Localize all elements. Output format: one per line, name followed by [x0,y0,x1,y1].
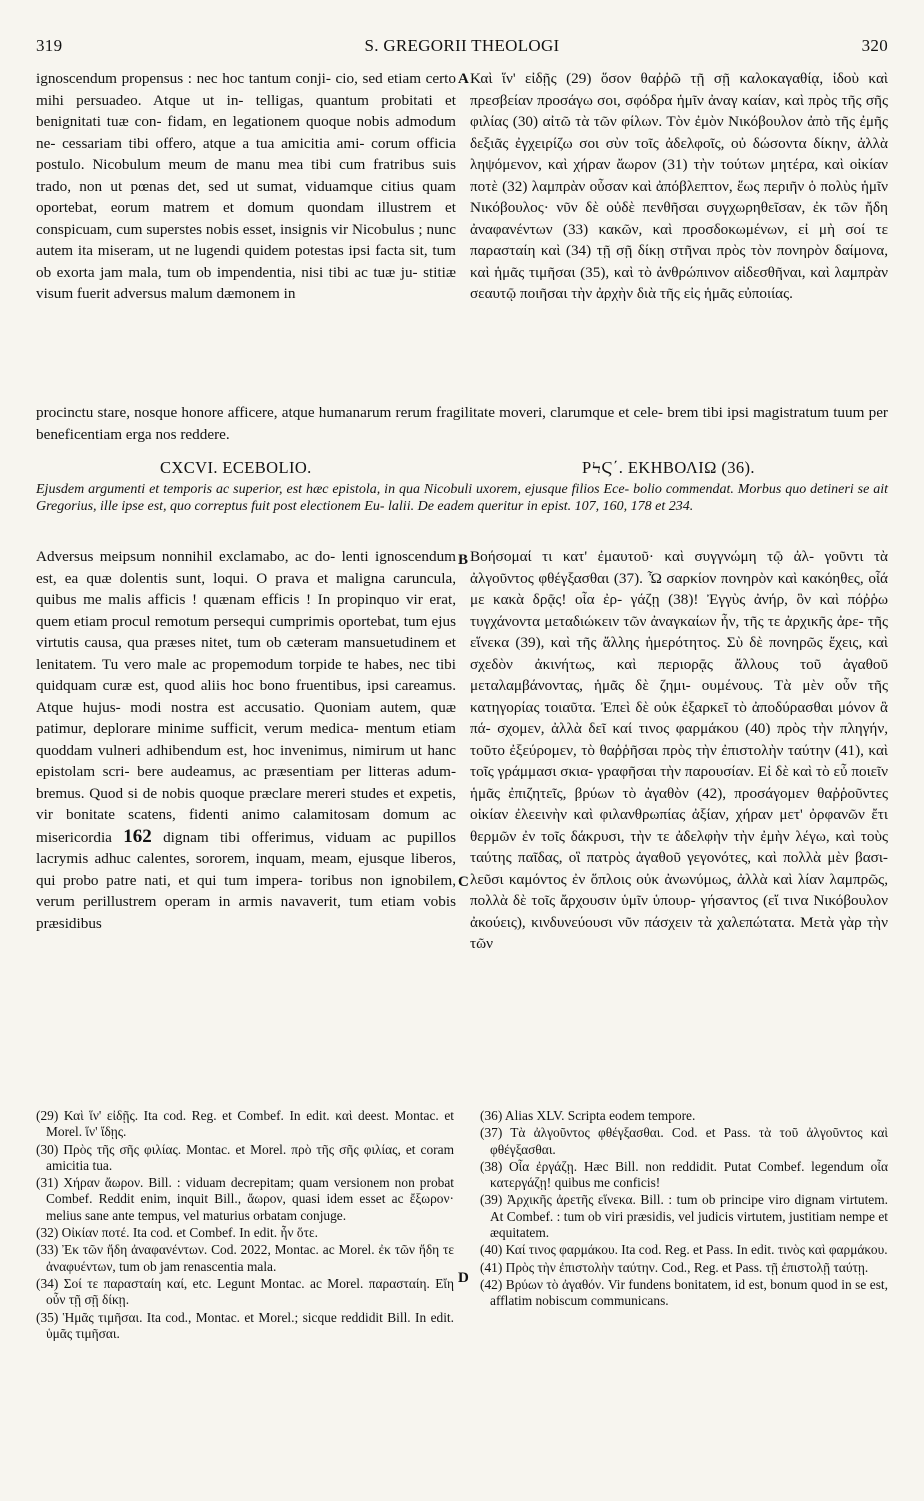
footnote: (41) Πρὸς τὴν ἐπιστολὴν ταύτην. Cod., Reg. et Pass. τῇ ἐπιστολῇ ταύτῃ. [480,1259,869,1275]
greek-column-top: Καὶ ἵν' εἰδῇς (29) ὅσον θαῤῥῶ τῇ σῇ καλοκαγαθίᾳ, ἰδοὺ καὶ πρεσβείαν προσάγω σοι, σφόδρα ἡμῖν ἀναγ καίαν, καὶ πρὸς τῆς σῆς φιλίας (30) αἰτῶ τὰ τῶν φίλων. Τὸν ἐμὸν Νικόβουλον ἀπὸ τῆς ἐμῆς δεξιᾶς ἐγχειρίζω σοι σὺν τοῖς ἀδελφοῖς, οὐ δώσοντα δίκην, ἀλλὰ ληψόμενον, καὶ χήραν ἄωρον (31) τὴν τούτων μητέρα, καὶ οἰκίαν ποτὲ (32) λαμπρὰν οὖσαν καὶ ἀπόβλεπτον, ἕως περιῆν ὁ πολὺς ἡμῖν Νικόβουλος· νῦν δὲ οὐδὲ πενθῆσαι συγχωρηθεῖσαν, ἐκ τῶν ἤδη ἀναφανέντων (33) κακῶν, καὶ προσδοκωμένων, εἰ μὴ σοί τε παρασταίη καὶ (34) τῇ σῇ δίκῃ στῆναι πρὸς τὸν πονηρὸν δαίμονα, καὶ ἡμᾶς τιμῆσαι (35), καὶ τὸ ἀνθρώπινον αἰδεσθῆναι, καὶ λαμπρὰν σεαυτῷ ποιῆσαι τὴν ἀρχὴν διὰ τῆς εἰς ἡμᾶς εὐποιίας. [470,70,888,302]
footnote: (36) Alias XLV. Scripta eodem tempore. [480,1108,696,1123]
footnote: (29) Καὶ ἵν' εἰδῇς. Ita cod. Reg. et Combef. In edit. καὶ deest. Montac. et Morel. ἵν' ἴδῃς. [36,1108,454,1140]
footnote: (30) Πρὸς τῆς σῆς φιλίας. Montac. et Morel. πρὸ τῆς σῆς φιλίας, et coram amicitia tua. [36,1141,454,1173]
latin-body-part-2: dignam tibi offerimus, viduam ac pupillos lacrymis adhuc calentes, sororem, inquam, meam, ejusque liberos, qui probo patre nati, et qui tum impera- toribus non ignobilem, verum perillustrem operam in armis navaverit, tum etiam vobis præsidibus [36,828,457,932]
greek-letter-title: ΡϞϚ΄. ΕΚΗΒΟΛΙΩ (36). [582,458,755,477]
footnote: (39) Ἀρχικῆς ἀρετῆς εἵνεκα. Bill. : tum ob principe viro dignam virtutem. At Combef. : tum ob viri præsidis, vel judicis virtutem, justitiam nempe et æquitatem. [480,1192,888,1241]
footnote: (37) Τὰ ἀλγοῦντος φθέγξασθαι. Cod. et Pass. τὰ τοῦ ἀλγοῦντος καὶ φθέγξασθαι. [480,1125,888,1157]
footnote: (31) Χήραν ἄωρον. Bill. : viduam decrepitam; quam versionem non probat Combef. Reddit enim, inquit Bill., ἄωρον, quasi idem esset ac ἔξωρον· melius sane ante tempus, vel maturius orbatam conjuge. [36,1175,454,1223]
page-number-left: 319 [36,36,63,55]
footnote: (35) Ἡμᾶς τιμῆσαι. Ita cod., Montac. et Morel.; sicque reddidit Bill. In edit. ὑμᾶς τιμῆσαι. [36,1309,454,1341]
full-width-paragraph: procinctu stare, nosque honore afficere, atque humanarum rerum fragilitate moveri, clarumque et cele- brem tibi ipsi magistratum tuum per beneficentiam erga nos reddere. [36,404,888,443]
margin-mark-b: B [458,552,469,568]
letter-argument: Ejusdem argumenti et temporis ac superior, est hæc epistola, in qua Nicobuli uxorem, ejusque filios Ece- bolio commendat. Morbus quo detineri se ait Gregorius, ille ipse est, quo correptus fuit post electionem Eu- lalii. De eadem queritur in epist. 107, 160, 178 et 234. [36,482,888,514]
footnotes-right [480,1108,888,1311]
latin-body-part-1: Adversus meipsum nonnihil exclamabo, ac do- lenti ignoscendum est, ea quæ dolentis sunt, loqui. O prava et maligna caruncula, quibus me malis afficis ! quænam efficis ! In propinquo vir erat, quem etiam procul remotum persequi cumprimis oportebat, tum ejus virtutis causa, qua præses nitet, tum ob cæteram mansuetudinem et lenitatem. Tu vero male ac propemodum torpide te habes, nec tibi quidquam curæ est, quod aliis hoc bono fruentibus, ipsi careamus. Atque hujus- modi nostra est accusatio. Quoniam autem, quæ patimur, deplorare minime sufficit, verum medica- mentum etiam quoddam vulneri adhibendum est, hoc invenimus, nimirum ut hanc epistolam scri- bere audeamus, ac præsentiam per litteras adum- bremus. Quod si de nobis quoque præclare mereri studes et expetis, vir bonitate scatens, fidenti animo calamitosam domum ac misericordia [36,548,456,846]
footnote: (38) Οἷα ἐργάζῃ. Hæc Bill. non reddidit. Putat Combef. legendum οἷα κατεργάζῃ! quibus me conficis! [480,1158,888,1191]
margin-mark-a: A [458,71,469,87]
latin-column-body [36,546,456,934]
footnote: (42) Βρύων τὸ ἀγαθόν. Vir fundens bonitatem, id est, bonum quod in se est, afflatim nobiscum communicans. [480,1276,888,1309]
margin-mark-c: C [458,874,469,890]
latin-letter-title: CXCVI. ECEBOLIO. [160,458,312,477]
footnote: (32) Οἰκίαν ποτέ. Ita cod. et Combef. In edit. ἦν ὅτε. [36,1225,318,1241]
footnote: (34) Σοί τε παρασταίη καί, etc. Legunt Montac. ac Morel. παρασταίη. Εἴη οὖν τῇ σῇ δίκῃ. [36,1275,454,1308]
column-number: 162 [123,825,152,847]
page-number-right: 320 [861,36,888,55]
latin-column-top: ignoscendum propensus : nec hoc tantum conji- cio, sed etiam certo mihi persuadeo. Atque ut in- telligas, quantum probitati et benignitati tuæ con- fidam, en legationem quoque nobis admodum ne- cessariam tibi offero, atque a tua amicitia ami- corum officia postulo. Nicobulum meum de manu mea tibi cum fratribus suis trado, non ut pœnas det, sed ut sumat, viduamque citius quam oportebat, eorum matrem et domum quondam illustrem et conspicuam, cum superstes nobis esset, insignis vir Nicobulus ; nunc autem ita miseram, ut ne lugendi quidem potestas ipsi facta sit, tum ob exorta jam mala, tum ob impendentia, nisi tibi ac tuæ ju- stitiæ visum fuerit adversus malum dæmonem in [36,70,456,302]
footnote: (33) Ἐκ τῶν ἤδη ἀναφανέντων. Cod. 2022, Montac. ac Morel. ἐκ τῶν ἤδη τε ἀναφυέντων, tum ob jam renascentia mala. [36,1242,454,1274]
greek-column-body: Βοήσομαί τι κατ' ἐμαυτοῦ· καὶ συγγνώμη τῷ ἀλ- γοῦντι τὰ ἀλγοῦντος φθέγξασθαι (37). Ὦ σαρκίον πονηρὸν καὶ κακόηθες, οἷά με κακὰ δρᾷς! οἷα ἐρ- γάζῃ (38)! Ἐγγὺς ἀνήρ, ὃν καὶ πόῤῥω τυγχάνοντα μεταδιώκειν τῶν ἀναγκαίων ἦν, τῆς τε ἀρχικῆς ἀρε- τῆς εἵνεκα (39), καὶ τῆς ἄλλης ἡμερότητος. Σὺ δὲ πονηρῶς ἔχεις, καὶ σχεδὸν ἀκινήτως, καὶ περιορᾷς ἄλλους τοῦ ἀγαθοῦ μεταλαμβάνοντας, ἡμᾶς δὲ ζημι- ουμένους. Τὰ μὲν οὖν τῆς κατηγορίας τοιαῦτα. Ἐπεὶ δὲ οὐκ ἐξαρκεῖ τὸ ἀποδύρασθαι μόνον ἃ πά- σχομεν, ἀλλὰ δεῖ καί τινος φαρμάκου (40) πρὸς τὴν πληγήν, τοῦτο ἐξεύρομεν, τὸ θαῤῥῆσαι πρὸς τὴν ἐπιστολὴν ταύτην (41), καὶ τοῖς γράμμασι σκια- γραφῆσαι τὴν παρουσίαν. Εἰ δὲ καὶ τὸ εὖ ποιεῖν ἡμᾶς ἐπιζητεῖς, βρύων τὸ ἀγαθὸν (42), προσάγομεν θαῤῥοῦντες οἰκίαν ἐλεεινὴν καὶ φιλανθρωπίας ἀξίαν, χήραν μετ' ὀρφανῶν ἔτι θερμῶν ἐν τοῖς δάκρυσι, τὴν τε ἀδελφὴν τὴν ἐμὴν λέγω, καὶ τοὺς ταύτης παῖδας, οἳ πατρὸς ἀγαθοῦ γεγονότες, καὶ πολλὰ μὲν βασι- λεῦσι καμόντος ἐν ὅπλοις οὐκ ἀνωνύμως, ἀλλὰ καὶ λίαν λαμπρῶς, πολλὰ δὲ τοῖς ἄρχουσιν ὑμῖν ὑπουρ- γήσαντος (εἴ τινα Νικόβουλον ἀκούεις), κινδυνεύουσι νῦν πάσχειν τὰ χαλεπώτατα. Μετὰ γὰρ τὴν τῶν [470,548,888,952]
footnote: (40) Καί τινος φαρμάκου. Ita cod. Reg. et Pass. In edit. τινὸς καὶ φαρμάκου. [480,1242,888,1258]
margin-mark-d: D [458,1270,469,1286]
footnotes-left [36,1108,454,1343]
running-title: S. GREGORII THEOLOGI [364,36,560,55]
running-header [36,36,888,58]
